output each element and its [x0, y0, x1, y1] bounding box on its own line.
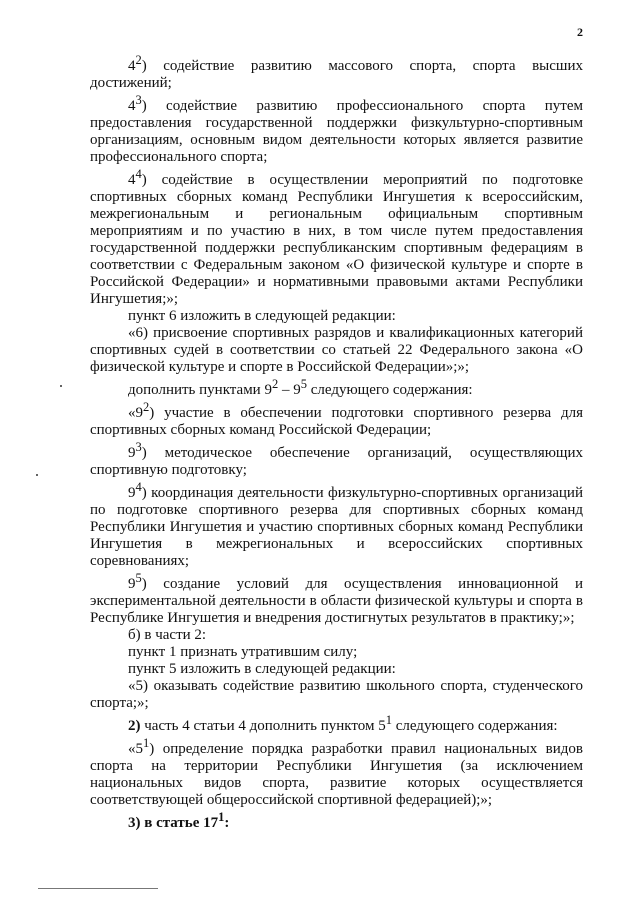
paragraph-point-6: «6) присвоение спортивных разрядов и квалификационных категорий спортивных судей в соответствии со статьей 22 Федерального закона «О физической культуре и спорте в Российской Федерации»;»;: [90, 325, 583, 375]
scan-mark: [60, 385, 62, 387]
paragraph-point-6-intro: пункт 6 изложить в следующей редакции:: [128, 308, 396, 324]
paragraph-section-3: 3) в статье $17^1$:: [128, 810, 230, 831]
paragraph-5-1: «$5^1$) определение порядка разработки правил национальных видов спорта на территории Республики Ингушетия (за исключением национальных видов спорта, развитие которых осуществляется соответствующей общероссийской спортивной федерацией);»;: [90, 736, 583, 808]
page-number: 2: [577, 25, 583, 39]
paragraph-part-2: б) в части 2:: [128, 627, 207, 643]
scan-mark: [36, 474, 38, 476]
paragraph-point-5: «5) оказывать содействие развитию школьного спорта, студенческого спорта;»;: [90, 678, 583, 711]
paragraph-4-2: $4^2$) содействие развитию массового спорта, спорта высших достижений;: [90, 53, 583, 91]
paragraph-section-2: 2) часть 4 статьи 4 дополнить пунктом $5^1$ следующего содержания:: [128, 713, 558, 734]
paragraph-9-5: $9^5$) создание условий для осуществления инновационной и экспериментальной деятельности в области физической культуры и спорта в Республике Ингушетия и внедрения достигнутых результатов в практику;»;: [90, 571, 583, 626]
paragraph-add-points-intro: дополнить пунктами $9^2 - 9^5$ следующего содержания:: [128, 377, 473, 398]
paragraph-9-2: «$9^2$) участие в обеспечении подготовки спортивного резерва для спортивных сборных команд Российской Федерации;: [90, 400, 583, 438]
paragraph-9-4: $9^4$) координация деятельности физкультурно-спортивных организаций по подготовке спортивного резерва для спортивных сборных команд Республики Ингушетия и участию спортивных сборных команд Республики Ингушетия в межрегиональных и всероссийских спортивных соревнованиях;: [90, 480, 583, 569]
footer-rule: [38, 888, 158, 889]
paragraph-4-4: $4^4$) содействие в осуществлении мероприятий по подготовке спортивных сборных команд Республики Ингушетия к всероссийским, межрегиональным и региональным официальным спортивным мероприятиям и по участию в них, в том числе путем предоставления государственной поддержки республиканским спортивным федерациям в соответствии с Федеральным законом «О физической культуре и спорте в Российской Федерации» и нормативными правовыми актами Республики Ингушетия;»;: [90, 167, 583, 307]
paragraph-point-5-intro: пункт 5 изложить в следующей редакции:: [128, 661, 396, 677]
paragraph-9-3: $9^3$) методическое обеспечение организаций, осуществляющих спортивную подготовку;: [90, 440, 583, 478]
document-body: [90, 52, 583, 832]
paragraph-point-1-void: пункт 1 признать утратившим силу;: [128, 644, 358, 660]
paragraph-4-3: $4^3$) содействие развитию профессионального спорта путем предоставления государственной поддержки физкультурно-спортивным организациям, основным видом деятельности которых является развитие профессионального спорта;: [90, 93, 583, 165]
